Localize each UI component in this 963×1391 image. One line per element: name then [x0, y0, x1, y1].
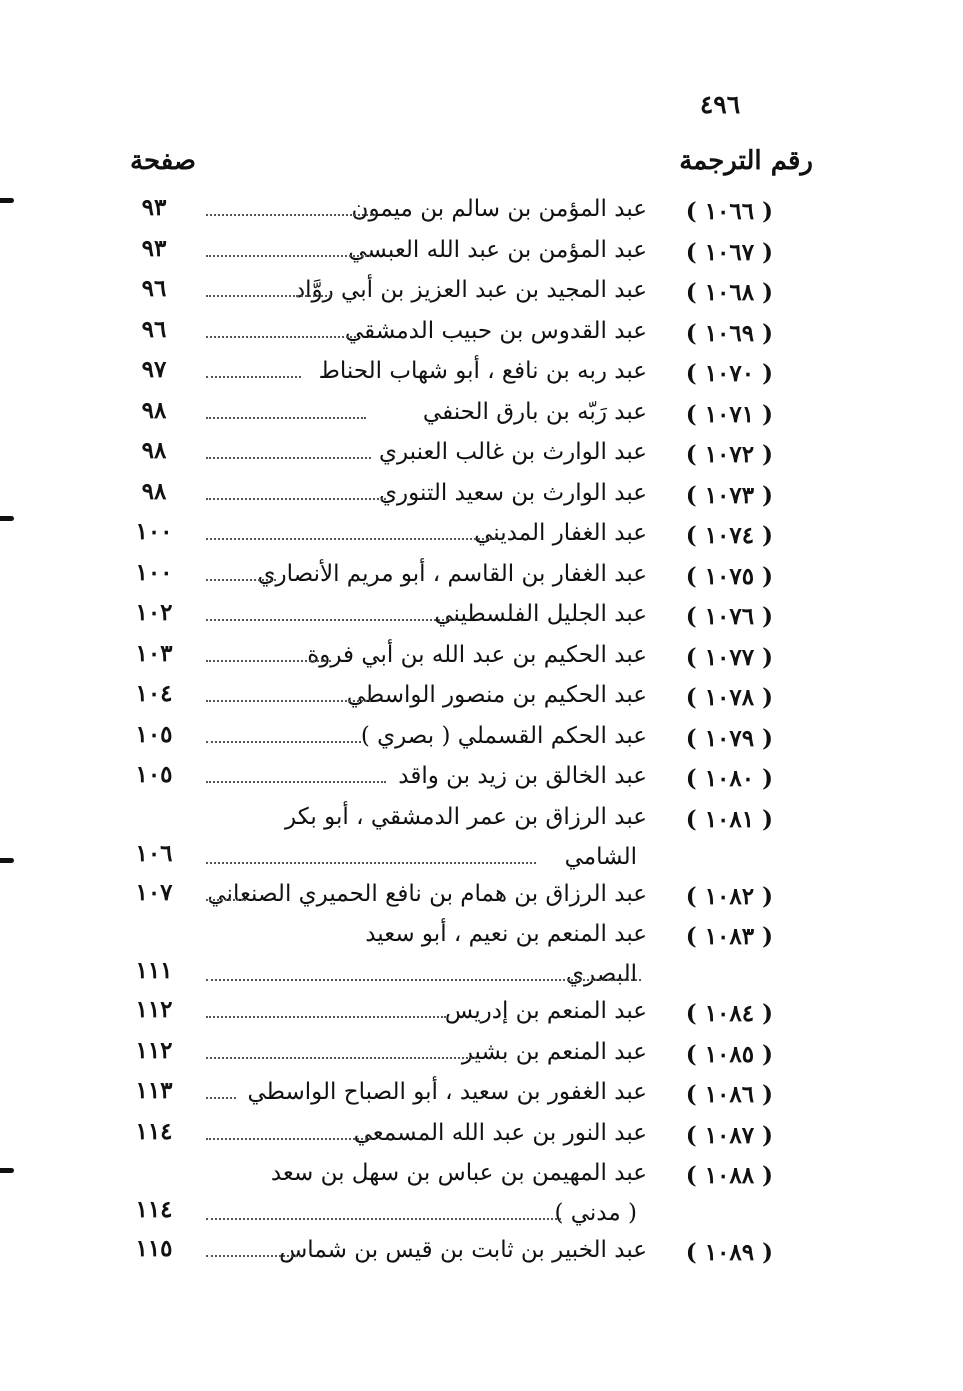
- entry-name: عبد الغفار بن القاسم ، أبو مريم الأنصاري: [257, 560, 647, 587]
- entry-number: ( ١٠٨١ ): [685, 805, 773, 833]
- entry-number: ( ١٠٧٨ ): [685, 684, 773, 711]
- entry-page-number: ١٠٥: [135, 761, 173, 788]
- dotted-leader: [206, 417, 366, 419]
- dotted-leader: [206, 579, 276, 581]
- dotted-leader: [206, 700, 371, 702]
- entry-name: عبد المنعم بن إدريس: [444, 998, 647, 1024]
- dotted-leader: [206, 781, 386, 783]
- index-entry: [0, 719, 963, 760]
- entry-number: ( ١٠٧٥ ): [685, 562, 773, 590]
- page-edge-mark: [0, 858, 14, 863]
- index-entry: [0, 273, 963, 314]
- entry-page-number: ٩٣: [141, 194, 167, 221]
- entry-number: ( ١٠٧٧ ): [685, 643, 773, 671]
- entry-page-number: ١١٤: [135, 1117, 173, 1145]
- entry-name: عبد القدوس بن حبيب الدمشقي: [345, 317, 647, 344]
- entry-name: عبد الحكيم بن عبد الله بن أبي فروة: [307, 641, 647, 668]
- entry-number: ( ١٠٨٦ ): [685, 1081, 773, 1108]
- index-entry: [0, 435, 963, 476]
- entry-name: عبد الحكم القسملي ( بصري ): [360, 722, 647, 749]
- entry-page-number: ١٠٢: [135, 599, 173, 626]
- dotted-leader: [206, 1138, 371, 1140]
- entry-name: عبد المنعم بن نعيم ، أبو سعيد: [365, 921, 647, 947]
- entry-name: عبد الحكيم بن منصور الواسطي: [346, 682, 647, 708]
- index-entry: [0, 476, 963, 517]
- entry-name: عبد الوارث بن سعيد التنوري: [379, 479, 647, 506]
- entry-name: عبد المجيد بن عبد العزيز بن أبي روَّاد: [294, 277, 647, 303]
- entry-page-number: ١١١: [135, 957, 173, 984]
- index-entry: [0, 917, 963, 994]
- dotted-leader: [206, 1218, 561, 1220]
- entry-name-continuation: البصري: [566, 961, 637, 987]
- dotted-leader: [206, 1097, 236, 1099]
- entry-name: عبد الغفور بن سعيد ، أبو الصباح الواسطي: [247, 1079, 647, 1105]
- entry-name: عبد الوارث بن غالب العنبري: [378, 439, 647, 465]
- dotted-leader: [206, 660, 331, 662]
- entry-page-number: ٩٣: [141, 234, 167, 262]
- entry-name: عبد الخالق بن زيد بن واقد: [398, 763, 647, 789]
- entry-number: ( ١٠٦٨ ): [685, 279, 773, 306]
- entry-page-number: ١٠٠: [135, 518, 173, 545]
- dotted-leader: [206, 1016, 446, 1018]
- entry-name: عبد ربه بن نافع ، أبو شهاب الحناط: [318, 358, 647, 384]
- dotted-leader: [206, 1057, 476, 1059]
- entry-name: عبد النور بن عبد الله المسمعي: [353, 1119, 647, 1146]
- entry-page-number: ١٠٦: [135, 839, 173, 867]
- entry-page-number: ١١٥: [135, 1235, 173, 1262]
- entry-name: عبد المؤمن بن عبد الله العبسي: [348, 236, 647, 263]
- entry-page-number: ١٠٧: [135, 878, 173, 906]
- entry-name: عبد المنعم بن بشير: [461, 1038, 647, 1065]
- dotted-leader: [206, 619, 456, 621]
- index-entry: [0, 678, 963, 719]
- entry-name: عبد الرزاق بن همام بن نافع الحميري الصنعاني: [207, 880, 647, 907]
- index-entry: [0, 1075, 963, 1116]
- entry-page-number: ١٠٣: [135, 639, 173, 667]
- entry-name: عبد الغفار المديني: [474, 520, 647, 546]
- entry-name: عبد المؤمن بن سالم بن ميمون: [351, 196, 647, 222]
- dotted-leader: [206, 899, 246, 901]
- entry-number: ( ١٠٨٢ ): [685, 882, 773, 910]
- entry-page-number: ١١٢: [135, 996, 173, 1023]
- index-entry: [0, 638, 963, 679]
- index-entries: [0, 192, 963, 1274]
- index-entry: [0, 800, 963, 877]
- entry-page-number: ١٠٤: [135, 680, 173, 707]
- dotted-leader: [206, 336, 356, 338]
- dotted-leader: [206, 376, 301, 378]
- page-edge-mark: [0, 198, 14, 203]
- index-entry: [0, 597, 963, 638]
- dotted-leader: [206, 538, 496, 540]
- index-entry: [0, 192, 963, 233]
- entry-page-number: ٩٧: [141, 356, 167, 383]
- entry-page-number: ١١٤: [135, 1196, 173, 1223]
- entry-number: ( ١٠٧٩ ): [685, 724, 773, 752]
- translation-number-header: رقم الترجمة: [679, 146, 813, 176]
- dotted-leader: [206, 498, 386, 500]
- entry-number: ( ١٠٨٥ ): [685, 1040, 773, 1068]
- entry-page-number: ٩٨: [141, 437, 167, 464]
- entry-page-number: ١٠٠: [135, 558, 173, 586]
- entry-name: عبد المهيمن بن عباس بن سهل بن سعد: [270, 1160, 647, 1186]
- entry-page-number: ٩٨: [141, 396, 167, 424]
- entry-number: ( ١٠٨٠ ): [685, 765, 773, 792]
- entry-number: ( ١٠٨٤ ): [685, 1000, 773, 1027]
- index-entry: [0, 557, 963, 598]
- entry-number: ( ١٠٧٣ ): [685, 481, 773, 509]
- entry-name-continuation: الشامي: [564, 843, 637, 870]
- entry-number: ( ١٠٨٩ ): [685, 1239, 773, 1266]
- index-entry: [0, 1116, 963, 1157]
- entry-name: عبد الجليل الفلسطيني: [434, 601, 647, 627]
- entry-name-continuation: ( مدني ): [554, 1200, 637, 1226]
- entry-number: ( ١٠٨٨ ): [685, 1162, 773, 1189]
- dotted-leader: [206, 255, 371, 257]
- entry-number: ( ١٠٧٢ ): [685, 441, 773, 468]
- index-entry: [0, 877, 963, 918]
- dotted-leader: [206, 214, 376, 216]
- entry-number: ( ١٠٦٩ ): [685, 319, 773, 347]
- entry-number: ( ١٠٧١ ): [685, 400, 773, 428]
- entry-number: ( ١٠٨٣ ): [685, 923, 773, 950]
- page-number: ٤٩٦: [699, 90, 741, 119]
- page-column-header: صفحة: [130, 146, 196, 176]
- entry-number: ( ١٠٦٦ ): [685, 198, 773, 225]
- entry-page-number: ١٠٥: [135, 720, 173, 748]
- entry-name: عبد الرزاق بن عمر الدمشقي ، أبو بكر: [285, 803, 647, 830]
- index-entry: [0, 314, 963, 355]
- index-entry: [0, 1035, 963, 1076]
- dotted-leader: [206, 295, 331, 297]
- index-entry: [0, 354, 963, 395]
- page-edge-mark: [0, 516, 14, 521]
- entry-number: ( ١٠٧٠ ): [685, 360, 773, 387]
- index-entry: [0, 759, 963, 800]
- index-entry: [0, 233, 963, 274]
- entry-page-number: ٩٦: [141, 275, 167, 302]
- index-entry: [0, 395, 963, 436]
- index-entry: [0, 1156, 963, 1233]
- entry-page-number: ١١٣: [135, 1077, 173, 1104]
- entry-number: ( ١٠٨٧ ): [685, 1121, 773, 1149]
- entry-name: عبد الخبير بن ثابت بن قيس بن شماس: [279, 1237, 647, 1263]
- entry-name: عبد رَبّه بن بارق الحنفي: [422, 398, 647, 425]
- entry-number: ( ١٠٧٦ ): [685, 603, 773, 630]
- index-entry: [0, 994, 963, 1035]
- entry-page-number: ٩٨: [141, 477, 167, 505]
- entry-page-number: ٩٦: [141, 315, 167, 343]
- dotted-leader: [206, 457, 371, 459]
- index-entry: [0, 516, 963, 557]
- page-edge-mark: [0, 1168, 14, 1173]
- entry-number: ( ١٠٦٧ ): [685, 238, 773, 266]
- entry-page-number: ١١٢: [135, 1036, 173, 1064]
- dotted-leader: [206, 862, 536, 864]
- dotted-leader: [206, 741, 361, 743]
- index-entry: [0, 1233, 963, 1274]
- dotted-leader: [206, 1255, 301, 1257]
- dotted-leader: [206, 979, 641, 981]
- entry-number: ( ١٠٧٤ ): [685, 522, 773, 549]
